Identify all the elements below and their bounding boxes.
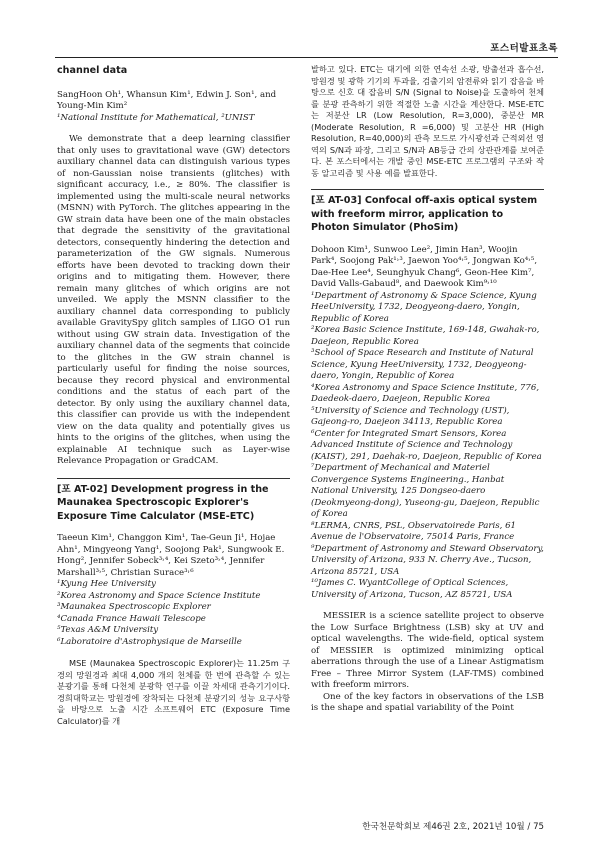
title-at03: [포 AT-03] Confocal off-axis optical system with freeform mirror, application to Photon Simulator (PhoSim) — [311, 195, 538, 233]
affiliation-at01: ¹National Institute for Mathematical, ²UNIST — [57, 112, 255, 123]
right-column — [311, 64, 544, 715]
abstract-at03-p2: One of the key factors in observations of the LSB is the shape and spatial variability of the Point — [311, 691, 544, 713]
affiliation-at02-5: ⁵Texas A&M University — [57, 625, 159, 635]
header-divider — [55, 57, 558, 58]
affiliation-at03-9: ⁹Department of Astronomy and Steward Observatory, University of Arizona, 933 N. Cherry Ave., Tucson, Arizona 85721, USA — [311, 543, 544, 577]
page-footer: 한국천문학회보 제46권 2호, 2021년 10월 / 75 — [362, 822, 544, 832]
affiliation-at02-1: ¹Kyung Hee University — [57, 579, 156, 589]
affiliation-at02-4: ⁴Canada France Hawaii Telescope — [57, 613, 206, 624]
affiliation-at03-7: ⁷Department of Mechanical and Materiel Convergence Systems Engineering., Hanbat National University, 125 Dongseo-daero (Deokmyeong-dong), Yuseong-gu, Daejeon, Republic of Korea — [311, 463, 540, 519]
affiliation-at03-10: ¹⁰James C. WyantCollege of Optical Sciences, University of Arizona, Tucson, AZ 85721, USA — [311, 578, 513, 600]
affiliation-at03-2: ²Korea Basic Science Institute, 169-148, Gwahak-ro, Daejeon, Republic Korea — [311, 325, 540, 347]
authors-at01: SangHoon Oh¹, Whansun Kim¹, Edwin J. Son¹, and Young-Min Kim² — [57, 89, 277, 111]
affiliation-at03-8: ⁸LERMA, CNRS, PSL, Observatoirede Paris, 61 Avenue de l'Observatoire, 75014 Paris, France — [311, 520, 517, 542]
abstract-at03-p1: MESSIER is a science satellite project to observe the Low Surface Brightness (LSB) sky at UV and optical wavelengths. The wide-field, optical system of MESSIER is optimized minimizing optical aberrations through the use of a Linear Astigmatism Free – Three Mirror System (LAF-TMS) combined with freeform mirrors. — [311, 611, 544, 690]
affiliation-at03-4: ⁴Korea Astronomy and Space Science Institute, 776, Daedeok-daero, Daejeon, Republic Korea — [311, 382, 540, 404]
affiliation-at03-6: ⁶Center for Integrated Smart Sensors, Korea Advanced Institute of Science and Technology (KAIST), 291, Daehak-ro, Daejeon, Republic of Korea — [311, 428, 542, 462]
affiliation-at03-1: ¹Department of Astronomy & Space Science, Kyung HeeUniversity, 1732, Deogyeong-daero, Yongin, Republic of Korea — [311, 290, 537, 324]
authors-at02: Taeeun Kim¹, Changgon Kim¹, Tae-Geun Ji¹, Hojae Ahn¹, Mingyeong Yang¹, Soojong Pak¹, Sungwook E. Hong², Jennifer Sobeck³˒⁴, Kei Szeto³˒⁴, Jennifer Marshall³˒⁵, Christian Surace³˒⁶ — [57, 533, 285, 578]
page-header: 포스터발표초록 — [490, 43, 558, 54]
title-at02: [포 AT-02] Development progress in the Maunakea Spectroscopic Explorer's Exposure Time Calculator (MSE-ETC) — [57, 483, 269, 522]
authors-at03: Dohoon Kim¹, Sunwoo Lee², Jimin Han³, Woojin Park⁴, Soojong Pak¹˒³, Jaewon Yoo⁴˒⁵, Jongwan Ko⁴˒⁵, Dae-Hee Lee⁴, Seunghyuk Chang⁶, Geon-Hee Kim⁷, David Valls-Gabaud⁸, and Daewook Kim⁹˒¹⁰ — [311, 244, 538, 289]
affiliation-at02-6: ⁶Laboratoire d'Astrophysique de Marseille — [57, 636, 242, 647]
left-column — [57, 64, 290, 727]
abstract-at02: MSE (Maunakea Spectroscopic Explorer)는 11.25m 구경의 망원경과 최대 4,000 개의 천체를 한 번에 관측할 수 있는 분광기를 통해 다천체 분광학 연구를 이끌 차세대 관측기기이다. 경희대학교는 망원경에 장착되는 다천체 분광기의 성능 요구사항을 바탕으로 노출 시간 소프트웨어 ETC (Exposure Time Calculator)를 개 — [57, 658, 290, 726]
affiliation-at02-2: ²Korea Astronomy and Space Science Institute — [57, 590, 261, 601]
continued-heading: channel data — [57, 65, 128, 76]
affiliation-at02-3: ³Maunakea Spectroscopic Explorer — [57, 602, 211, 612]
abstract-at01: We demonstrate that a deep learning classifier that only uses to gravitational wave (GW) detectors auxiliary channel data can distinguish various types of non-Gaussian noise transients (glitches) with significant accuracy, i.e., ≥ 80%. The classifier is implemented using the multi-scale neural networks (MSNN) with PyTorch. The glitches appearing in the GW strain data have been one of the main obstacles that degrade the sensitivity of the gravitational detectors, consequently hindering the detection and parameterization of the GW signals. Numerous efforts have been devoted to tracking down their origins and to mitigating them. However, there remain many glitches of which origins are not unveiled. We apply the MSNN classifier to the auxiliary channel data corresponding to publicly available GravitySpy glitch samples of LIGO O1 run without using GW strain data. Investigation of the auxiliary channel data of the segments that coincide to the glitches in the GW strain channel is particularly useful for finding the noise sources, because they record physical and environmental conditions and the status of each part of the detector. By only using the auxiliary channel data, this classifier can provide us with the independent view on the data quality and potentially gives us hints to the origins of the glitches, when using the explainable AI technique such as Layer-wise Relevance Propagation or GradCAM. — [57, 134, 290, 466]
affiliation-at03-5: ⁵University of Science and Technology (UST), Gajeong-ro, Daejeon 34113, Republic Korea — [311, 405, 510, 427]
abstract-at02-continued: 발하고 있다. ETC는 대기에 의한 연속선 소광, 방출선과 흡수선, 망원경 및 광학 기기의 투과율, 검출기의 암전류와 읽기 잡음을 바탕으로 신호 대 잡음비 S/N (Signal to Noise)을 도출하여 천체를 분광 관측하기 위한 적절한 노출 시간을 계산한다. MSE-ETC는 저분산 LR (Low Resolution, R=3,000), 중분산 MR (Moderate Resolution, R =6,000) 및 고분산 HR (High Resolution, R=40,000)의 관측 모드로 가시광선과 근적외선 영역의 S/N과 파장, 그리고 S/N과 AB등급 간의 상관관계를 보여준다. 본 포스터에서는 개발 중인 MSE-ETC 프로그램의 구조와 작동 알고리즘 및 사용 예를 발표한다. — [311, 64, 544, 178]
affiliation-at03-3: ³School of Space Research and Institute of Natural Science, Kyung HeeUniversity, 1732, Deogyeong-daero, Yongin, Republic of Korea — [311, 348, 534, 381]
